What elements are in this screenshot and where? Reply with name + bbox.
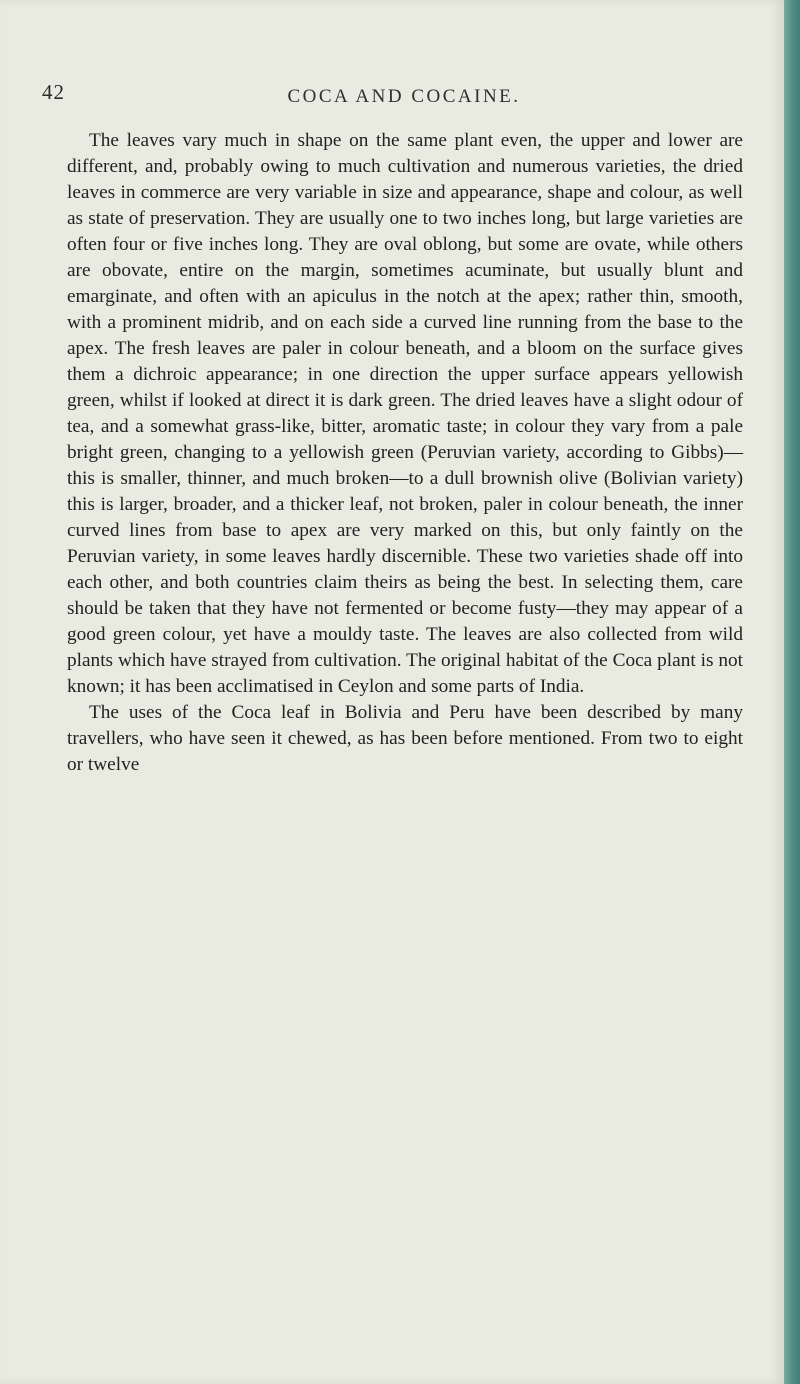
paragraph-coca-uses: The uses of the Coca leaf in Bolivia and Peru have been described by many travellers, who have seen it chewed, as has been before mentioned. From two to eight or twelve [67,702,743,775]
page-number: 42 [42,80,65,104]
page-edge [784,0,800,1384]
body-text [67,128,743,778]
page-header [42,80,742,110]
paragraph-leaf-description: The leaves vary much in shape on the same plant even, the upper and lower are different, and, probably owing to much cultivation and numerous varieties, the dried leaves in commerce are very variable in size and appearance, shape and colour, as well as state of preservation. They are usually one to two inches long, but large varieties are often four or five inches long. They are oval oblong, but some are ovate, while others are obovate, entire on the margin, sometimes acuminate, but usually blunt and emarginate, and often with an apiculus in the notch at the apex; rather thin, smooth, with a prominent midrib, and on each side a curved line running from the base to the apex. The fresh leaves are paler in colour beneath, and a bloom on the surface gives them a dichroic appearance; in one direction the upper surface appears yellowish green, whilst if looked at direct it is dark green. The dried leaves have a slight odour of tea, and a somewhat grass-like, bitter, aromatic taste; in colour they vary from a pale bright green, changing to a yellowish green (Peruvian variety, according to Gibbs)—this is smaller, thinner, and much broken—to a dull brownish olive (Bolivian variety) this is larger, broader, and a thicker leaf, not broken, paler in colour beneath, the inner curved lines from base to apex are very marked on this, but only faintly on the Peruvian variety, in some leaves hardly discernible. These two varieties shade off into each other, and both countries claim theirs as being the best. In selecting them, care should be taken that they have not fermented or become fusty—they may appear of a good green colour, yet have a mouldy taste. The leaves are also collected from wild plants which have strayed from cultivation. The original habitat of the Coca plant is not known; it has been acclimatised in Ceylon and some parts of India. [67,130,743,697]
running-head: COCA AND COCAINE. [287,86,521,107]
